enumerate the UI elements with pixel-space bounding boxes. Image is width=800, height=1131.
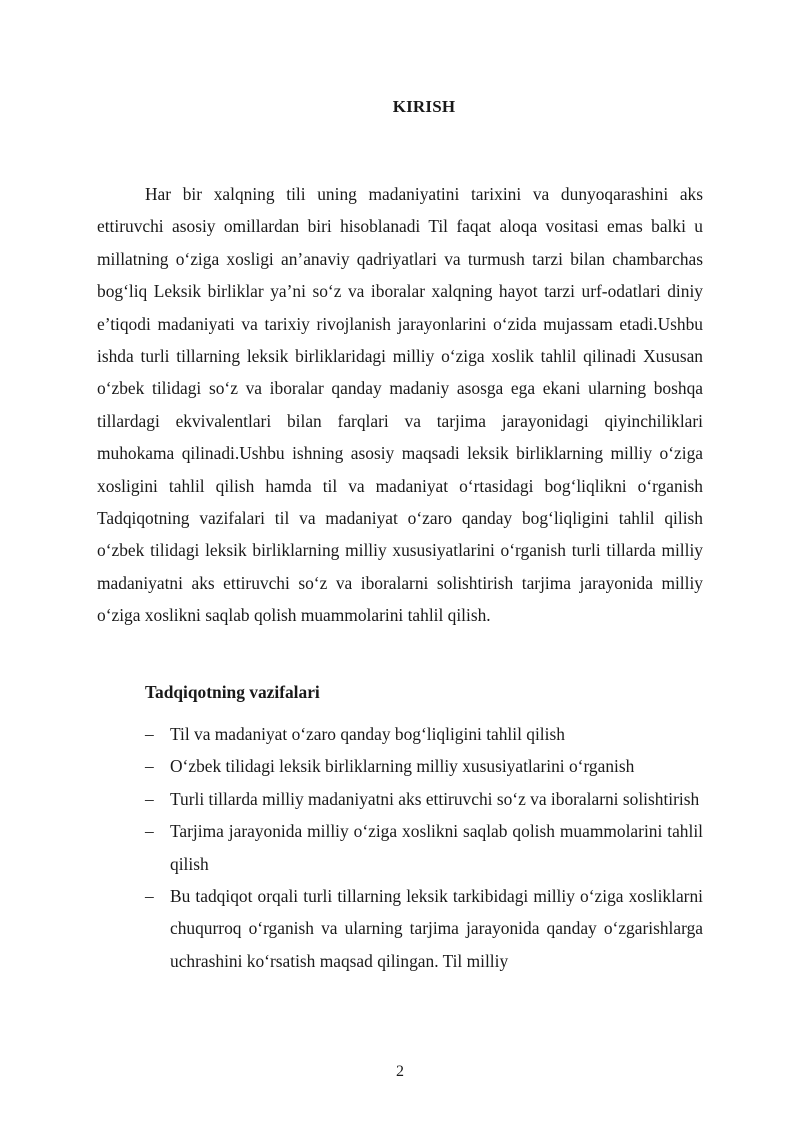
list-item xyxy=(97,880,703,977)
list-item-text: Til va madaniyat o‘zaro qanday bog‘liqligini tahlil qilish xyxy=(170,724,565,744)
list-dash-marker: – xyxy=(145,724,154,744)
list-dash-marker: – xyxy=(145,756,154,777)
list-dash-marker: – xyxy=(145,788,154,809)
list-item-text: Bu tadqiqot orqali turli tillarning leksik tarkibidagi milliy o‘ziga xosliklarni chuqurroq o‘rganish va ularning tarjima jarayonida qanday o‘zgarishlarga uchrashini ko‘rsatish maqsad qilingan. Til milliy xyxy=(170,886,703,971)
intro-paragraph: Har bir xalqning tili uning madaniyatini tarixini va dunyoqarashini aks ettiruvchi asosiy omillardan biri hisoblanadi Til faqat aloqa vositasi emas balki u millatning o‘ziga xosligi an’anaviy qadriyatlari va turmush tarzi bilan chambarchas bog‘liq Leksik birliklar ya’ni so‘z va iboralar xalqning hayot tarzi urf-odatlari diniy e’tiqodi madaniyati va tarixiy rivojlanish jarayonlarini o‘zida mujassam etadi.Ushbu ishda turli tillarning leksik birliklaridagi milliy o‘ziga xoslik tahlil qilinadi Xususan o‘zbek tilidagi so‘z va iboralar qanday madaniy asosga ega ekani ularning boshqa tillardagi ekvivalentlari bilan farqlari va tarjima jarayonidagi qiyinchiliklari muhokama qilinadi.Ushbu ishning asosiy maqsadi leksik birliklarning milliy o‘ziga xosligini tahlil qilish hamda til va madaniyat o‘rtasidagi bog‘liqlikni o‘rganish Tadqiqotning vazifalari til va madaniyat o‘zaro qanday bog‘liqligini tahlil qilish o‘zbek tilidagi leksik birliklarning milliy xususiyatlarini o‘rganish turli tillarda milliy madaniyatni aks ettiruvchi so‘z va iboralarni solishtirish tarjima jarayonida milliy o‘ziga xoslikni saqlab qolish muammolarini tahlil qilish. xyxy=(97,184,703,626)
tasks-heading: Tadqiqotning vazifalari xyxy=(145,682,320,702)
page-number: 2 xyxy=(396,1063,404,1080)
list-item xyxy=(97,783,703,815)
list-item-text: Turli tillarda milliy madaniyatni aks ettiruvchi so‘z va iboralarni solishtirish xyxy=(170,788,700,809)
list-item xyxy=(97,718,703,750)
list-dash-marker: – xyxy=(145,821,154,842)
list-dash-marker: – xyxy=(145,886,154,907)
list-item xyxy=(97,815,703,880)
list-item-text: Tarjima jarayonida milliy o‘ziga xoslikni saqlab qolish muammolarini tahlil qilish xyxy=(170,821,703,874)
page-title: KIRISH xyxy=(392,97,456,116)
tasks-list xyxy=(97,718,703,977)
list-item-text: O‘zbek tilidagi leksik birliklarning milliy xususiyatlarini o‘rganish xyxy=(170,756,635,777)
list-item xyxy=(97,750,703,782)
